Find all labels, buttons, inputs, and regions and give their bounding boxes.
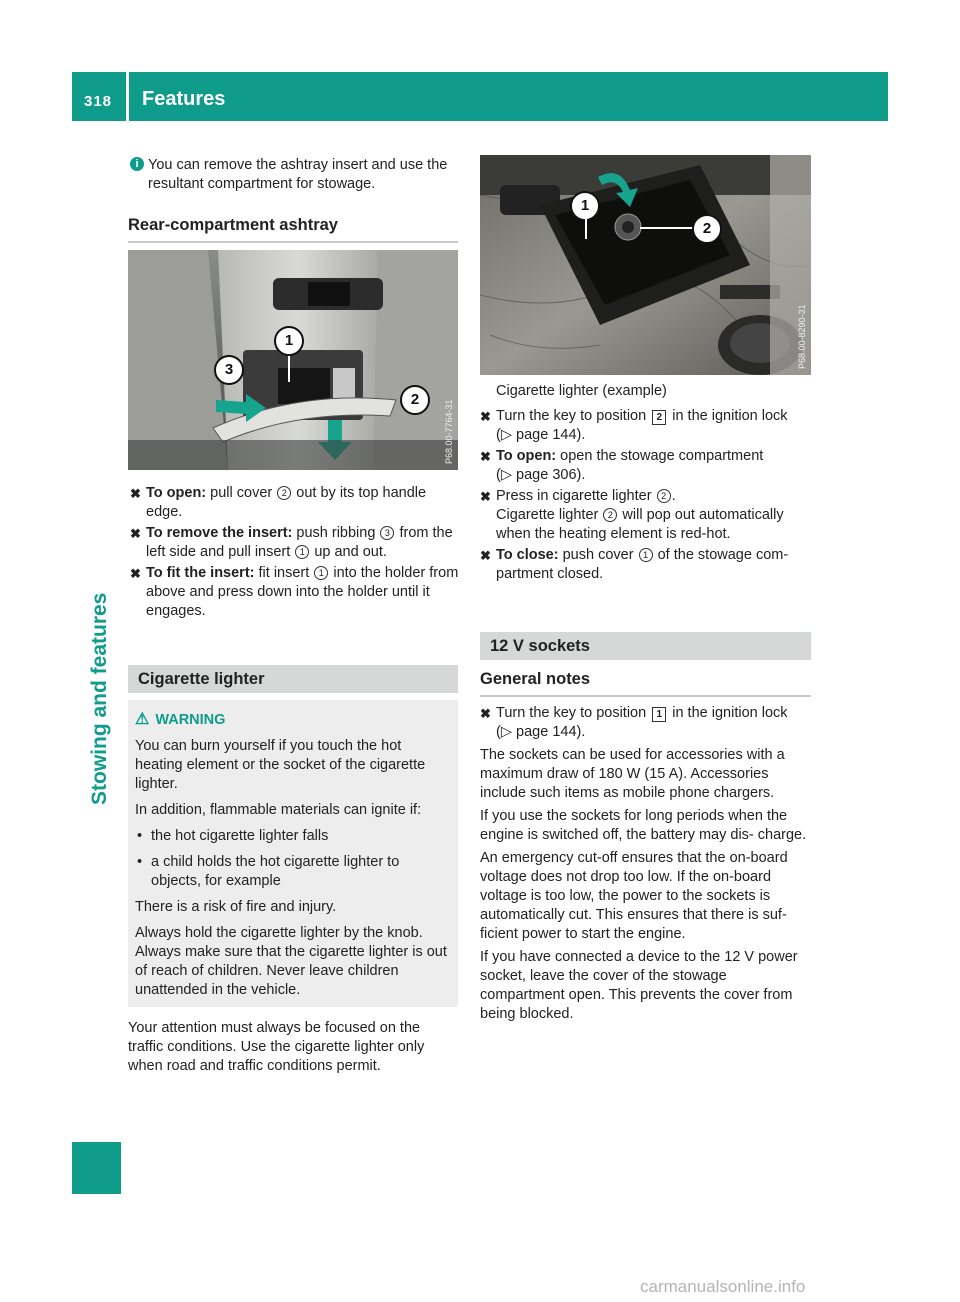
cigarette-lighter-illustration: [480, 155, 811, 375]
page-number: 318: [84, 93, 113, 110]
side-tab-label: Stowing and features: [88, 592, 111, 805]
info-icon: i: [130, 157, 144, 171]
header-separator: [126, 72, 129, 121]
step-arrow-icon: ✖: [130, 486, 141, 501]
socket-para-4: If you have connected a device to the 12 V power socket, leave the cover of the stowage compartment open. This prevents the cover from being blocked.: [480, 949, 798, 1022]
page-ref-icon: ▷: [500, 467, 512, 483]
step-close-cover: ✖ To close: push cover 1 of the stowage com- partment closed.: [480, 547, 789, 582]
step-press-lighter: ✖ Press in cigarette lighter 2 . Cigarette lighter 2 will pop out automatically when the heating element is red-hot.: [480, 488, 784, 542]
step-arrow-icon: ✖: [480, 548, 491, 563]
callout-1: 1: [274, 326, 304, 356]
key-position: 2: [652, 410, 666, 425]
callout-2: 2: [692, 214, 722, 244]
cigarette-lighter-photo: [480, 155, 811, 375]
step-arrow-icon: ✖: [480, 449, 491, 464]
cigarette-lighter-band: Cigarette lighter: [128, 665, 458, 693]
circle-number: 3: [380, 526, 394, 540]
step-arrow-icon: ✖: [480, 489, 491, 504]
step-arrow-icon: ✖: [480, 706, 491, 721]
info-note: [130, 156, 460, 194]
rear-ashtray-photo: [128, 250, 458, 470]
rear-ashtray-heading: Rear-compartment ashtray: [128, 216, 458, 243]
step-arrow-icon: ✖: [130, 526, 141, 541]
footer-watermark: carmanualsonline.info: [640, 1277, 806, 1296]
step-open-compartment: ✖ To open: open the stowage compartment (▷ page 306).: [480, 448, 764, 483]
warning-p3: There is a risk of fire and injury.: [135, 899, 337, 915]
step-arrow-icon: ✖: [480, 409, 491, 424]
step-open-ashtray: ✖ To open: pull cover 2 out by its top handle edge.: [130, 485, 427, 520]
general-notes-heading: General notes: [480, 670, 811, 697]
side-tab-marker: [72, 1142, 121, 1194]
circle-number: 1: [295, 545, 309, 559]
circle-number: 2: [657, 489, 671, 503]
page-header: [72, 72, 888, 121]
rear-ashtray-illustration: [128, 250, 458, 470]
callout-2: 2: [400, 385, 430, 415]
info-text: You can remove the ashtray insert and use the resultant compartment for stowage.: [148, 157, 448, 192]
page-ref-icon: ▷: [500, 427, 512, 443]
warning-p1: You can burn yourself if you touch the hot heating element or the socket of the cigarette lighter.: [135, 738, 426, 792]
step-remove-insert: ✖ To remove the insert: push ribbing 3 from the left side and pull insert 1 up and out.: [130, 525, 453, 560]
step-turn-key: ✖ Turn the key to position 2 in the ignition lock (▷ page 144).: [480, 408, 788, 443]
sockets-band: 12 V sockets: [480, 632, 811, 660]
warning-p4: Always hold the cigarette lighter by the knob. Always make sure that the cigarette lighter is out of reach of children. Never leave children unattended in the vehicle.: [135, 925, 447, 998]
callout-3: 3: [214, 355, 244, 385]
photo-caption: Cigarette lighter (example): [496, 383, 667, 399]
warning-triangle-icon: ⚠: [135, 711, 150, 728]
socket-para-1: The sockets can be used for accessories with a maximum draw of 180 W (15 A). Accessories include such items as mobile phone chargers.: [480, 747, 785, 801]
key-position: 1: [652, 707, 666, 722]
callout-1: 1: [570, 191, 600, 221]
page-ref-icon: ▷: [500, 724, 512, 740]
warning-box: [128, 700, 458, 1007]
attention-text: Your attention must always be focused on the traffic conditions. Use the cigarette lighter only when road and traffic conditions permit.: [128, 1020, 425, 1074]
socket-para-2: If you use the sockets for long periods when the engine is switched off, the battery may dis- charge.: [480, 808, 807, 843]
warning-title: ⚠ WARNING: [135, 711, 226, 728]
page-title: Features: [142, 88, 226, 110]
side-tab: [72, 135, 121, 1194]
circle-number: 1: [314, 566, 328, 580]
socket-para-3: An emergency cut-off ensures that the on-board voltage does not drop too low. If the on-board voltage is too low, the power to the sockets is automatically cut. This ensures that there is suf- ficient power to start the engine.: [480, 850, 788, 942]
step-fit-insert: ✖ To fit the insert: fit insert 1 into the holder from above and press down into the holder until it engages.: [130, 565, 459, 619]
warning-p2: In addition, flammable materials can ignite if:: [135, 802, 422, 818]
step-arrow-icon: ✖: [130, 566, 141, 581]
warning-bullet-2: • a child holds the hot cigarette lighter to objects, for example: [135, 853, 451, 891]
circle-number: 1: [639, 548, 653, 562]
step-socket-key: ✖ Turn the key to position 1 in the ignition lock (▷ page 144).: [480, 705, 788, 740]
warning-bullet-1: • the hot cigarette lighter falls: [135, 827, 451, 846]
circle-number: 2: [277, 486, 291, 500]
circle-number: 2: [603, 508, 617, 522]
